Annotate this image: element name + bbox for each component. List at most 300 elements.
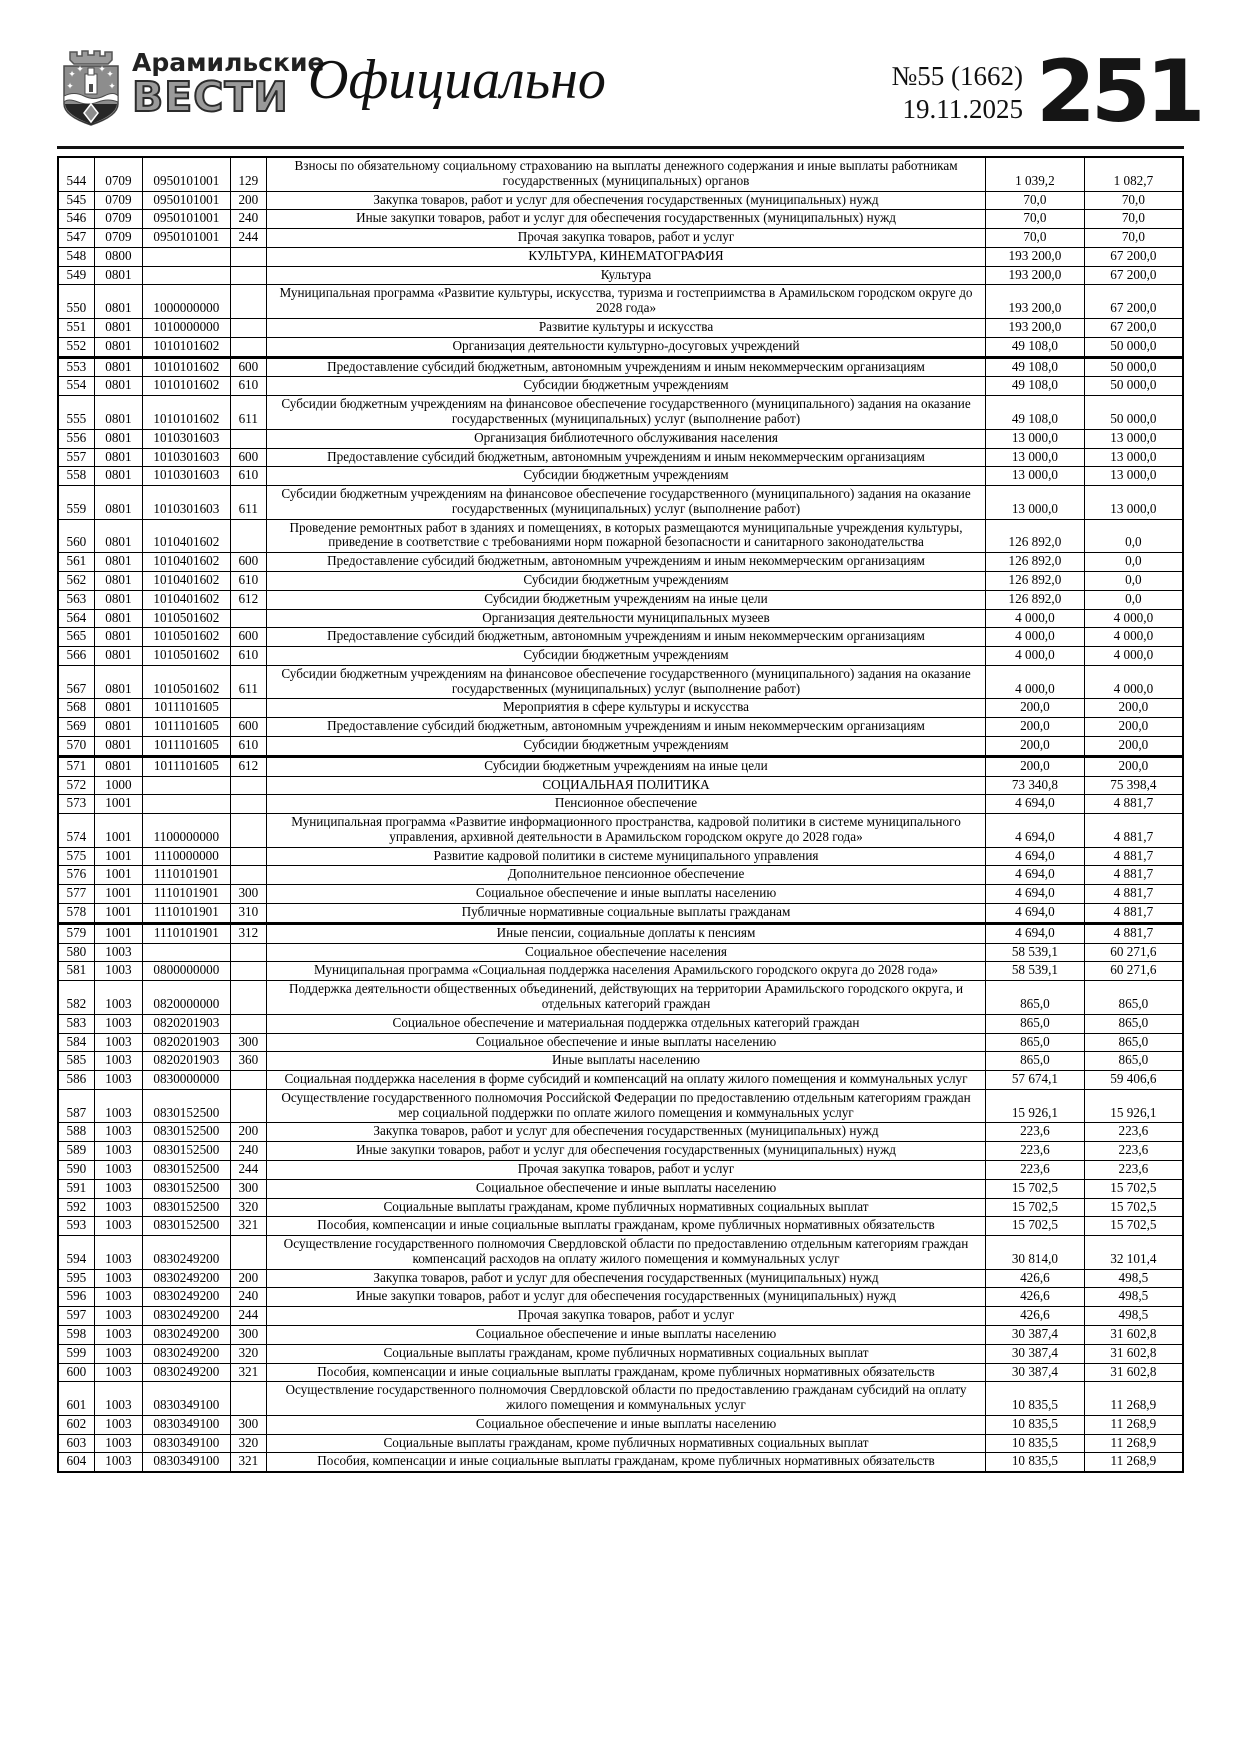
row-number-cell: 553 xyxy=(58,357,94,377)
section-code-cell: 1003 xyxy=(94,1363,142,1382)
expense-type-cell xyxy=(230,609,266,628)
target-article-cell: 1010501602 xyxy=(143,628,231,647)
target-article-cell: 1011101605 xyxy=(143,699,231,718)
table-row xyxy=(58,1269,1183,1288)
row-number-cell: 546 xyxy=(58,210,94,229)
amount-second-year-cell: 50 000,0 xyxy=(1084,337,1183,357)
row-number-cell: 560 xyxy=(58,519,94,553)
expense-name-cell: Пособия, компенсации и иные социальные выплаты гражданам, кроме публичных нормативных обязательств xyxy=(266,1217,985,1236)
target-article-cell xyxy=(143,943,231,962)
target-article-cell: 0830000000 xyxy=(143,1071,231,1090)
table-row xyxy=(58,776,1183,795)
amount-first-year-cell: 58 539,1 xyxy=(986,943,1085,962)
row-number-cell: 571 xyxy=(58,756,94,776)
section-code-cell: 0801 xyxy=(94,285,142,319)
brand-logo xyxy=(132,48,325,121)
section-code-cell: 1003 xyxy=(94,1236,142,1270)
amount-first-year-cell: 10 835,5 xyxy=(986,1434,1085,1453)
expense-name-cell: Субсидии бюджетным учреждениям на финансовое обеспечение государственного (муниципального) задания на оказание государственных (муниципальных) услуг (выполнение работ) xyxy=(266,396,985,430)
amount-second-year-cell: 11 268,9 xyxy=(1084,1382,1183,1416)
table-row xyxy=(58,337,1183,357)
amount-second-year-cell: 865,0 xyxy=(1084,981,1183,1015)
target-article-cell: 0830249200 xyxy=(143,1307,231,1326)
amount-first-year-cell: 10 835,5 xyxy=(986,1415,1085,1434)
amount-second-year-cell: 498,5 xyxy=(1084,1288,1183,1307)
row-number-cell: 593 xyxy=(58,1217,94,1236)
expense-name-cell: Иные закупки товаров, работ и услуг для обеспечения государственных (муниципальных) нужд xyxy=(266,1288,985,1307)
row-number-cell: 566 xyxy=(58,647,94,666)
expense-type-cell xyxy=(230,519,266,553)
target-article-cell xyxy=(143,266,231,285)
target-article-cell xyxy=(143,247,231,266)
svg-text:✦: ✦ xyxy=(98,65,106,75)
amount-second-year-cell: 13 000,0 xyxy=(1084,429,1183,448)
table-row xyxy=(58,628,1183,647)
expense-type-cell: 310 xyxy=(230,904,266,924)
section-code-cell: 1003 xyxy=(94,981,142,1015)
row-number-cell: 557 xyxy=(58,448,94,467)
issue-number: №55 (1662) xyxy=(891,61,1023,91)
target-article-cell: 0820201903 xyxy=(143,1014,231,1033)
amount-first-year-cell: 4 000,0 xyxy=(986,628,1085,647)
table-row xyxy=(58,1382,1183,1416)
svg-text:✦: ✦ xyxy=(68,70,76,80)
expense-type-cell: 300 xyxy=(230,885,266,904)
target-article-cell: 0830249200 xyxy=(143,1363,231,1382)
expense-name-cell: Субсидии бюджетным учреждениям xyxy=(266,647,985,666)
expense-name-cell: Предоставление субсидий бюджетным, автономным учреждениям и иным некоммерческим организациям xyxy=(266,448,985,467)
section-code-cell: 1003 xyxy=(94,1217,142,1236)
table-row xyxy=(58,609,1183,628)
amount-second-year-cell: 223,6 xyxy=(1084,1142,1183,1161)
target-article-cell: 0800000000 xyxy=(143,962,231,981)
expense-name-cell: Субсидии бюджетным учреждениям xyxy=(266,377,985,396)
table-row xyxy=(58,665,1183,699)
table-row xyxy=(58,756,1183,776)
section-code-cell: 0801 xyxy=(94,718,142,737)
amount-second-year-cell: 4 881,7 xyxy=(1084,866,1183,885)
amount-second-year-cell: 50 000,0 xyxy=(1084,357,1183,377)
expense-type-cell xyxy=(230,1014,266,1033)
section-code-cell: 1003 xyxy=(94,1033,142,1052)
section-code-cell: 1000 xyxy=(94,776,142,795)
amount-first-year-cell: 865,0 xyxy=(986,1052,1085,1071)
section-code-cell: 1003 xyxy=(94,1326,142,1345)
amount-first-year-cell: 865,0 xyxy=(986,1014,1085,1033)
row-number-cell: 583 xyxy=(58,1014,94,1033)
expense-type-cell: 611 xyxy=(230,396,266,430)
expense-name-cell: Иные закупки товаров, работ и услуг для обеспечения государственных (муниципальных) нужд xyxy=(266,1142,985,1161)
expense-type-cell: 321 xyxy=(230,1453,266,1472)
target-article-cell: 1010301603 xyxy=(143,448,231,467)
brand-name-bottom: ВЕСТИ xyxy=(132,73,289,121)
expense-name-cell: Пособия, компенсации и иные социальные выплаты гражданам, кроме публичных нормативных обязательств xyxy=(266,1363,985,1382)
amount-first-year-cell: 30 387,4 xyxy=(986,1363,1085,1382)
amount-second-year-cell: 31 602,8 xyxy=(1084,1344,1183,1363)
amount-second-year-cell: 4 881,7 xyxy=(1084,814,1183,848)
expense-name-cell: Иные закупки товаров, работ и услуг для обеспечения государственных (муниципальных) нужд xyxy=(266,210,985,229)
table-row xyxy=(58,737,1183,757)
amount-second-year-cell: 32 101,4 xyxy=(1084,1236,1183,1270)
table-row xyxy=(58,1453,1183,1472)
table-row xyxy=(58,647,1183,666)
row-number-cell: 555 xyxy=(58,396,94,430)
expense-type-cell xyxy=(230,981,266,1015)
svg-text:✦: ✦ xyxy=(66,82,74,92)
amount-first-year-cell: 4 000,0 xyxy=(986,665,1085,699)
row-number-cell: 586 xyxy=(58,1071,94,1090)
row-number-cell: 550 xyxy=(58,285,94,319)
amount-first-year-cell: 30 814,0 xyxy=(986,1236,1085,1270)
row-number-cell: 573 xyxy=(58,795,94,814)
table-row xyxy=(58,429,1183,448)
expense-name-cell: Предоставление субсидий бюджетным, автономным учреждениям и иным некоммерческим организациям xyxy=(266,553,985,572)
amount-first-year-cell: 15 926,1 xyxy=(986,1089,1085,1123)
amount-second-year-cell: 11 268,9 xyxy=(1084,1453,1183,1472)
amount-first-year-cell: 4 694,0 xyxy=(986,795,1085,814)
expense-name-cell: Прочая закупка товаров, работ и услуг xyxy=(266,1160,985,1179)
expense-name-cell: Субсидии бюджетным учреждениям на иные цели xyxy=(266,756,985,776)
expense-name-cell: Культура xyxy=(266,266,985,285)
amount-second-year-cell: 200,0 xyxy=(1084,718,1183,737)
expense-name-cell: Пенсионное обеспечение xyxy=(266,795,985,814)
amount-second-year-cell: 13 000,0 xyxy=(1084,448,1183,467)
row-number-cell: 594 xyxy=(58,1236,94,1270)
expense-name-cell: Пособия, компенсации и иные социальные выплаты гражданам, кроме публичных нормативных обязательств xyxy=(266,1453,985,1472)
row-number-cell: 576 xyxy=(58,866,94,885)
expense-name-cell: Мероприятия в сфере культуры и искусства xyxy=(266,699,985,718)
table-row xyxy=(58,795,1183,814)
expense-name-cell: Взносы по обязательному социальному страхованию на выплаты денежного содержания и иные выплаты работникам государственных (муниципальных) органов xyxy=(266,157,985,191)
table-row xyxy=(58,1434,1183,1453)
section-code-cell: 1003 xyxy=(94,1123,142,1142)
amount-first-year-cell: 13 000,0 xyxy=(986,429,1085,448)
row-number-cell: 544 xyxy=(58,157,94,191)
amount-second-year-cell: 15 702,5 xyxy=(1084,1179,1183,1198)
amount-first-year-cell: 200,0 xyxy=(986,756,1085,776)
amount-first-year-cell: 126 892,0 xyxy=(986,553,1085,572)
table-row xyxy=(58,1326,1183,1345)
row-number-cell: 602 xyxy=(58,1415,94,1434)
row-number-cell: 548 xyxy=(58,247,94,266)
amount-first-year-cell: 193 200,0 xyxy=(986,319,1085,338)
masthead xyxy=(0,0,1241,150)
amount-second-year-cell: 31 602,8 xyxy=(1084,1363,1183,1382)
row-number-cell: 604 xyxy=(58,1453,94,1472)
row-number-cell: 600 xyxy=(58,1363,94,1382)
row-number-cell: 589 xyxy=(58,1142,94,1161)
table-row xyxy=(58,866,1183,885)
expense-name-cell: Осуществление государственного полномочия Свердловской области по предоставлению гражданам субсидий на оплату жилого помещения и коммунальных услуг xyxy=(266,1382,985,1416)
expense-name-cell: Муниципальная программа «Социальная поддержка населения Арамильского городского округа до 2028 года» xyxy=(266,962,985,981)
target-article-cell xyxy=(143,795,231,814)
amount-second-year-cell: 67 200,0 xyxy=(1084,247,1183,266)
expense-type-cell: 300 xyxy=(230,1179,266,1198)
row-number-cell: 568 xyxy=(58,699,94,718)
expense-name-cell: Социальная поддержка населения в форме субсидий и компенсаций на оплату жилого помещения и коммунальных услуг xyxy=(266,1071,985,1090)
section-code-cell: 0801 xyxy=(94,429,142,448)
amount-first-year-cell: 58 539,1 xyxy=(986,962,1085,981)
expense-type-cell xyxy=(230,1236,266,1270)
amount-first-year-cell: 865,0 xyxy=(986,1033,1085,1052)
amount-first-year-cell: 13 000,0 xyxy=(986,486,1085,520)
target-article-cell: 1110101901 xyxy=(143,885,231,904)
section-code-cell: 1001 xyxy=(94,795,142,814)
section-code-cell: 0801 xyxy=(94,756,142,776)
amount-second-year-cell: 223,6 xyxy=(1084,1123,1183,1142)
table-row xyxy=(58,943,1183,962)
section-code-cell: 1003 xyxy=(94,1071,142,1090)
amount-second-year-cell: 865,0 xyxy=(1084,1014,1183,1033)
row-number-cell: 572 xyxy=(58,776,94,795)
expense-type-cell: 610 xyxy=(230,571,266,590)
row-number-cell: 561 xyxy=(58,553,94,572)
table-row xyxy=(58,1142,1183,1161)
table-row xyxy=(58,266,1183,285)
table-row xyxy=(58,285,1183,319)
target-article-cell: 1110101901 xyxy=(143,923,231,943)
table-row xyxy=(58,210,1183,229)
target-article-cell: 0830249200 xyxy=(143,1326,231,1345)
expense-type-cell xyxy=(230,943,266,962)
expense-type-cell: 600 xyxy=(230,553,266,572)
table-row xyxy=(58,1363,1183,1382)
expense-type-cell: 611 xyxy=(230,665,266,699)
section-code-cell: 0801 xyxy=(94,665,142,699)
section-code-cell: 1003 xyxy=(94,1089,142,1123)
table-row xyxy=(58,1179,1183,1198)
table-row xyxy=(58,962,1183,981)
table-row xyxy=(58,553,1183,572)
section-code-cell: 1003 xyxy=(94,1014,142,1033)
amount-first-year-cell: 1 039,2 xyxy=(986,157,1085,191)
target-article-cell: 0830349100 xyxy=(143,1382,231,1416)
target-article-cell: 1011101605 xyxy=(143,737,231,757)
row-number-cell: 551 xyxy=(58,319,94,338)
amount-first-year-cell: 865,0 xyxy=(986,981,1085,1015)
amount-second-year-cell: 498,5 xyxy=(1084,1269,1183,1288)
target-article-cell: 0820201903 xyxy=(143,1052,231,1071)
target-article-cell: 0950101001 xyxy=(143,191,231,210)
section-code-cell: 1003 xyxy=(94,1307,142,1326)
amount-second-year-cell: 70,0 xyxy=(1084,229,1183,248)
table-row xyxy=(58,885,1183,904)
table-row xyxy=(58,157,1183,191)
table-row xyxy=(58,923,1183,943)
row-number-cell: 580 xyxy=(58,943,94,962)
row-number-cell: 578 xyxy=(58,904,94,924)
amount-first-year-cell: 15 702,5 xyxy=(986,1217,1085,1236)
expense-type-cell: 360 xyxy=(230,1052,266,1071)
amount-second-year-cell: 223,6 xyxy=(1084,1160,1183,1179)
target-article-cell: 1010501602 xyxy=(143,665,231,699)
amount-first-year-cell: 30 387,4 xyxy=(986,1344,1085,1363)
target-article-cell: 0950101001 xyxy=(143,157,231,191)
target-article-cell: 0820201903 xyxy=(143,1033,231,1052)
row-number-cell: 545 xyxy=(58,191,94,210)
table-row xyxy=(58,814,1183,848)
target-article-cell: 0830349100 xyxy=(143,1434,231,1453)
expense-name-cell: Организация деятельности культурно-досуговых учреждений xyxy=(266,337,985,357)
expense-type-cell xyxy=(230,247,266,266)
amount-first-year-cell: 13 000,0 xyxy=(986,448,1085,467)
section-title: Официально xyxy=(308,49,606,111)
amount-second-year-cell: 67 200,0 xyxy=(1084,266,1183,285)
section-code-cell: 1003 xyxy=(94,1382,142,1416)
issue-info xyxy=(892,60,1024,126)
row-number-cell: 549 xyxy=(58,266,94,285)
table-row xyxy=(58,1288,1183,1307)
amount-second-year-cell: 11 268,9 xyxy=(1084,1415,1183,1434)
amount-second-year-cell: 4 881,7 xyxy=(1084,847,1183,866)
table-row xyxy=(58,699,1183,718)
table-row xyxy=(58,1052,1183,1071)
table-row xyxy=(58,1071,1183,1090)
amount-second-year-cell: 4 881,7 xyxy=(1084,885,1183,904)
amount-first-year-cell: 223,6 xyxy=(986,1142,1085,1161)
table-row xyxy=(58,357,1183,377)
amount-first-year-cell: 10 835,5 xyxy=(986,1382,1085,1416)
target-article-cell xyxy=(143,776,231,795)
target-article-cell: 1010101602 xyxy=(143,357,231,377)
expense-type-cell: 320 xyxy=(230,1434,266,1453)
table-row xyxy=(58,1033,1183,1052)
table-row xyxy=(58,1307,1183,1326)
expense-type-cell: 312 xyxy=(230,923,266,943)
target-article-cell: 0820000000 xyxy=(143,981,231,1015)
row-number-cell: 601 xyxy=(58,1382,94,1416)
section-code-cell: 0801 xyxy=(94,357,142,377)
expense-type-cell xyxy=(230,1071,266,1090)
amount-first-year-cell: 30 387,4 xyxy=(986,1326,1085,1345)
table-row xyxy=(58,590,1183,609)
section-code-cell: 0709 xyxy=(94,191,142,210)
amount-first-year-cell: 49 108,0 xyxy=(986,377,1085,396)
target-article-cell: 0830152500 xyxy=(143,1217,231,1236)
expense-type-cell: 200 xyxy=(230,1123,266,1142)
amount-first-year-cell: 10 835,5 xyxy=(986,1453,1085,1472)
expense-name-cell: Социальные выплаты гражданам, кроме публичных нормативных социальных выплат xyxy=(266,1344,985,1363)
target-article-cell: 1000000000 xyxy=(143,285,231,319)
target-article-cell: 1010501602 xyxy=(143,647,231,666)
row-number-cell: 570 xyxy=(58,737,94,757)
section-code-cell: 0801 xyxy=(94,737,142,757)
target-article-cell: 0830152500 xyxy=(143,1123,231,1142)
row-number-cell: 595 xyxy=(58,1269,94,1288)
row-number-cell: 547 xyxy=(58,229,94,248)
section-code-cell: 1003 xyxy=(94,1434,142,1453)
target-article-cell: 1110101901 xyxy=(143,904,231,924)
target-article-cell: 1011101605 xyxy=(143,756,231,776)
amount-second-year-cell: 50 000,0 xyxy=(1084,377,1183,396)
section-code-cell: 1003 xyxy=(94,1160,142,1179)
target-article-cell: 1010301603 xyxy=(143,486,231,520)
row-number-cell: 599 xyxy=(58,1344,94,1363)
table-row xyxy=(58,1344,1183,1363)
section-code-cell: 1003 xyxy=(94,1052,142,1071)
expense-type-cell: 611 xyxy=(230,486,266,520)
row-number-cell: 584 xyxy=(58,1033,94,1052)
expense-type-cell: 600 xyxy=(230,628,266,647)
amount-first-year-cell: 4 694,0 xyxy=(986,814,1085,848)
amount-second-year-cell: 0,0 xyxy=(1084,590,1183,609)
expense-name-cell: Иные выплаты населению xyxy=(266,1052,985,1071)
amount-second-year-cell: 865,0 xyxy=(1084,1033,1183,1052)
expense-type-cell: 320 xyxy=(230,1198,266,1217)
amount-second-year-cell: 50 000,0 xyxy=(1084,396,1183,430)
section-code-cell: 1001 xyxy=(94,847,142,866)
expense-name-cell: Дополнительное пенсионное обеспечение xyxy=(266,866,985,885)
amount-second-year-cell: 59 406,6 xyxy=(1084,1071,1183,1090)
amount-first-year-cell: 4 694,0 xyxy=(986,904,1085,924)
expense-type-cell: 320 xyxy=(230,1344,266,1363)
row-number-cell: 565 xyxy=(58,628,94,647)
table-row xyxy=(58,486,1183,520)
target-article-cell: 0830249200 xyxy=(143,1269,231,1288)
amount-second-year-cell: 4 000,0 xyxy=(1084,647,1183,666)
section-code-cell: 1003 xyxy=(94,1269,142,1288)
table-row xyxy=(58,1123,1183,1142)
section-code-cell: 0801 xyxy=(94,266,142,285)
expense-type-cell: 612 xyxy=(230,590,266,609)
amount-second-year-cell: 4 000,0 xyxy=(1084,628,1183,647)
target-article-cell: 0950101001 xyxy=(143,229,231,248)
section-code-cell: 1003 xyxy=(94,1288,142,1307)
amount-second-year-cell: 13 000,0 xyxy=(1084,467,1183,486)
amount-first-year-cell: 193 200,0 xyxy=(986,285,1085,319)
expense-name-cell: Социальное обеспечение и иные выплаты населению xyxy=(266,1415,985,1434)
target-article-cell: 0830249200 xyxy=(143,1288,231,1307)
expense-name-cell: Развитие кадровой политики в системе муниципального управления xyxy=(266,847,985,866)
target-article-cell: 0830249200 xyxy=(143,1236,231,1270)
amount-second-year-cell: 15 702,5 xyxy=(1084,1217,1183,1236)
section-code-cell: 0801 xyxy=(94,571,142,590)
target-article-cell: 0950101001 xyxy=(143,210,231,229)
expense-type-cell: 300 xyxy=(230,1415,266,1434)
svg-text:✦: ✦ xyxy=(108,82,116,92)
row-number-cell: 556 xyxy=(58,429,94,448)
amount-first-year-cell: 126 892,0 xyxy=(986,590,1085,609)
expense-type-cell: 610 xyxy=(230,647,266,666)
expense-name-cell: СОЦИАЛЬНАЯ ПОЛИТИКА xyxy=(266,776,985,795)
row-number-cell: 581 xyxy=(58,962,94,981)
row-number-cell: 563 xyxy=(58,590,94,609)
expense-type-cell: 612 xyxy=(230,756,266,776)
row-number-cell: 587 xyxy=(58,1089,94,1123)
expense-name-cell: Социальные выплаты гражданам, кроме публичных нормативных социальных выплат xyxy=(266,1198,985,1217)
target-article-cell: 1010101602 xyxy=(143,396,231,430)
expense-type-cell: 129 xyxy=(230,157,266,191)
table-row xyxy=(58,247,1183,266)
amount-second-year-cell: 0,0 xyxy=(1084,553,1183,572)
expense-name-cell: Субсидии бюджетным учреждениям xyxy=(266,737,985,757)
expense-type-cell: 244 xyxy=(230,1160,266,1179)
amount-first-year-cell: 4 000,0 xyxy=(986,647,1085,666)
table-row xyxy=(58,191,1183,210)
expense-name-cell: Муниципальная программа «Развитие культуры, искусства, туризма и гостеприимства в Арамильском городском округе до 2028 года» xyxy=(266,285,985,319)
amount-first-year-cell: 426,6 xyxy=(986,1269,1085,1288)
table-row xyxy=(58,1014,1183,1033)
table-row xyxy=(58,519,1183,553)
table-row xyxy=(58,1198,1183,1217)
amount-first-year-cell: 70,0 xyxy=(986,191,1085,210)
section-code-cell: 1001 xyxy=(94,814,142,848)
table-row xyxy=(58,229,1183,248)
expense-type-cell xyxy=(230,776,266,795)
amount-second-year-cell: 70,0 xyxy=(1084,191,1183,210)
expense-type-cell: 600 xyxy=(230,718,266,737)
amount-first-year-cell: 223,6 xyxy=(986,1160,1085,1179)
